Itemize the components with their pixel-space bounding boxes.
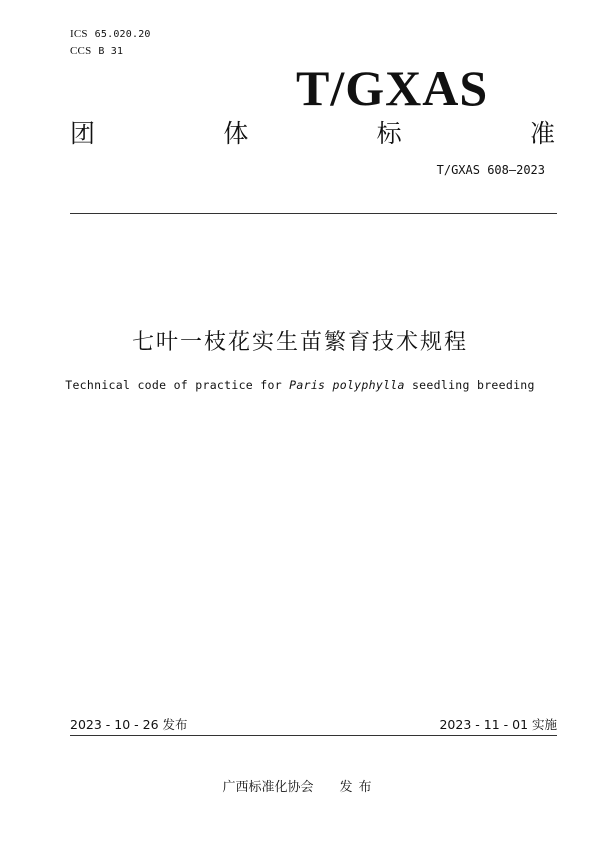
document-title-english [0, 378, 600, 392]
ccs-classification [70, 45, 123, 57]
title-en-before: Technical code of practice for [65, 378, 290, 392]
title-en-species: Paris polyphylla [289, 378, 405, 392]
standard-logo: T/GXAS [296, 60, 489, 116]
standard-number: T/GXAS 608—2023 [436, 163, 545, 177]
implementation-date: 2023 - 11 - 01 实施 [439, 717, 557, 732]
standard-type-char: 体 [223, 119, 249, 148]
ics-label: ICS [70, 28, 88, 40]
ccs-label: CCS [70, 45, 92, 57]
ics-classification [70, 28, 151, 40]
title-en-after: seedling breeding [404, 378, 535, 392]
document-title-chinese: 七叶一枝花实生苗繁育技术规程 [131, 330, 468, 355]
ccs-code: B 31 [98, 46, 124, 57]
standard-type-char: 标 [376, 119, 402, 148]
bottom-divider [70, 735, 557, 736]
standard-type-heading [70, 112, 555, 152]
standard-type-char: 准 [529, 119, 555, 148]
publisher-action: 发布 [339, 780, 378, 795]
ics-code: 65.020.20 [94, 29, 151, 40]
standard-type-char: 团 [70, 119, 96, 148]
publisher-name: 广西标准化协会 [222, 780, 314, 795]
issue-date: 2023 - 10 - 26 发布 [70, 717, 188, 732]
top-divider [70, 213, 557, 214]
publisher-line [0, 776, 600, 795]
